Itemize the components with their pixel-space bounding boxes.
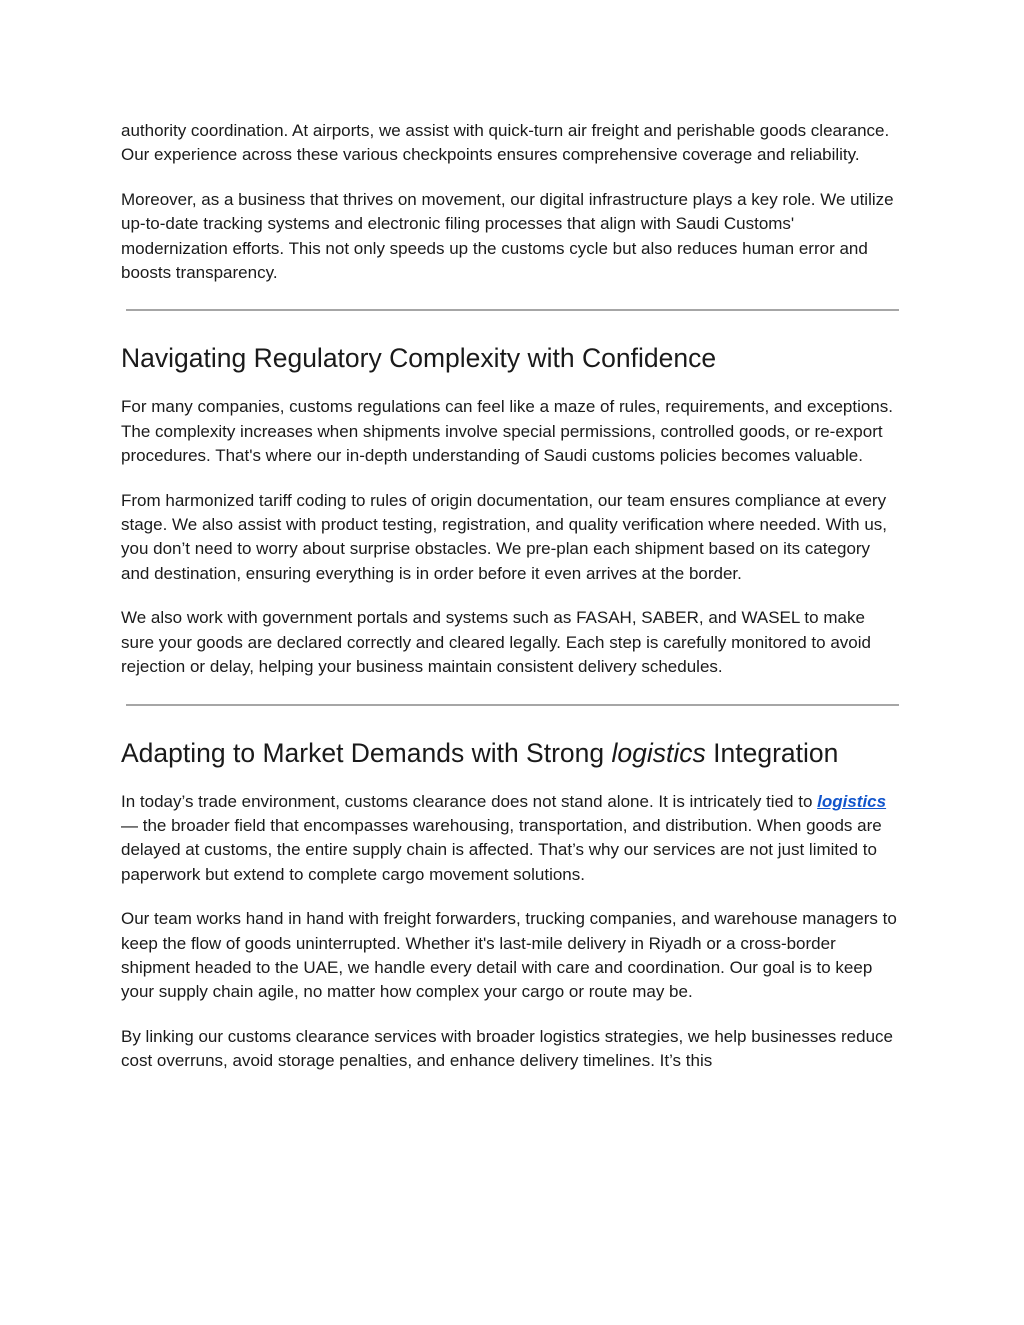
heading-text-start: Adapting to Market Demands with Strong [121,737,612,768]
regulatory-paragraph-1: For many companies, customs regulations can feel like a maze of rules, requirements, and exceptions. The complexity increases when shipments involve special permissions, controlled goods, or re-export procedures. That's where our in-depth understanding of Saudi customs policies becomes valuable. [121,397,893,466]
heading-text-italic: logistics [611,737,706,768]
regulatory-paragraph-2: From harmonized tariff coding to rules of origin documentation, our team ensures compliance at every stage. We also assist with product testing, registration, and quality verification where needed. With us, you don’t need to worry about surprise obstacles. We pre-plan each shipment based on its category and destination, ensuring everything is in order before it even arrives at the border. [121,490,888,583]
logistics-link[interactable]: logistics [817,791,887,811]
regulatory-paragraph-3: We also work with government portals and systems such as FASAH, SABER, and WASEL to make sure your goods are declared correctly and cleared legally. Each step is carefully monitored to avoid rejection or delay, helping your business maintain consistent delivery schedules. [121,608,871,677]
document-page [121,119,901,1094]
logistics-paragraph-3: By linking our customs clearance services with broader logistics strategies, we help businesses reduce cost overruns, avoid storage penalties, and enhance delivery timelines. It’s this [121,1026,893,1071]
paragraph-text-end: — the broader field that encompasses warehousing, transportation, and distribution. When goods are delayed at customs, the entire supply chain is affected. That’s why our services are not just limited to paperwork but extend to complete cargo movement solutions. [121,815,882,884]
section-divider [126,704,899,706]
section-heading-regulatory: Navigating Regulatory Complexity with Confidence [121,343,717,374]
logistics-paragraph-1 [121,790,901,888]
logistics-paragraph-2: Our team works hand in hand with freight forwarders, trucking companies, and warehouse managers to keep the flow of goods uninterrupted. Whether it's last-mile delivery in Riyadh or a cross-border shipment headed to the UAE, we handle every detail with care and coordination. Our goal is to keep your supply chain agile, no matter how complex your cargo or route may be. [121,909,897,1002]
heading-text-end: Integration [705,737,839,768]
intro-paragraph-1: authority coordination. At airports, we assist with quick-turn air freight and perishable goods clearance. Our experience across these various checkpoints ensures comprehensive coverage and reliability. [121,121,890,165]
intro-paragraph-2: Moreover, as a business that thrives on movement, our digital infrastructure plays a key role. We utilize up-to-date tracking systems and electronic filing processes that align with Saudi Customs' modernization efforts. This not only speeds up the customs cycle but also reduces human error and boosts transparency. [121,189,894,283]
paragraph-text-start: In today’s trade environment, customs clearance does not stand alone. It is intricately tied to [121,791,818,811]
section-heading-logistics [121,737,901,769]
section-divider [126,309,899,311]
